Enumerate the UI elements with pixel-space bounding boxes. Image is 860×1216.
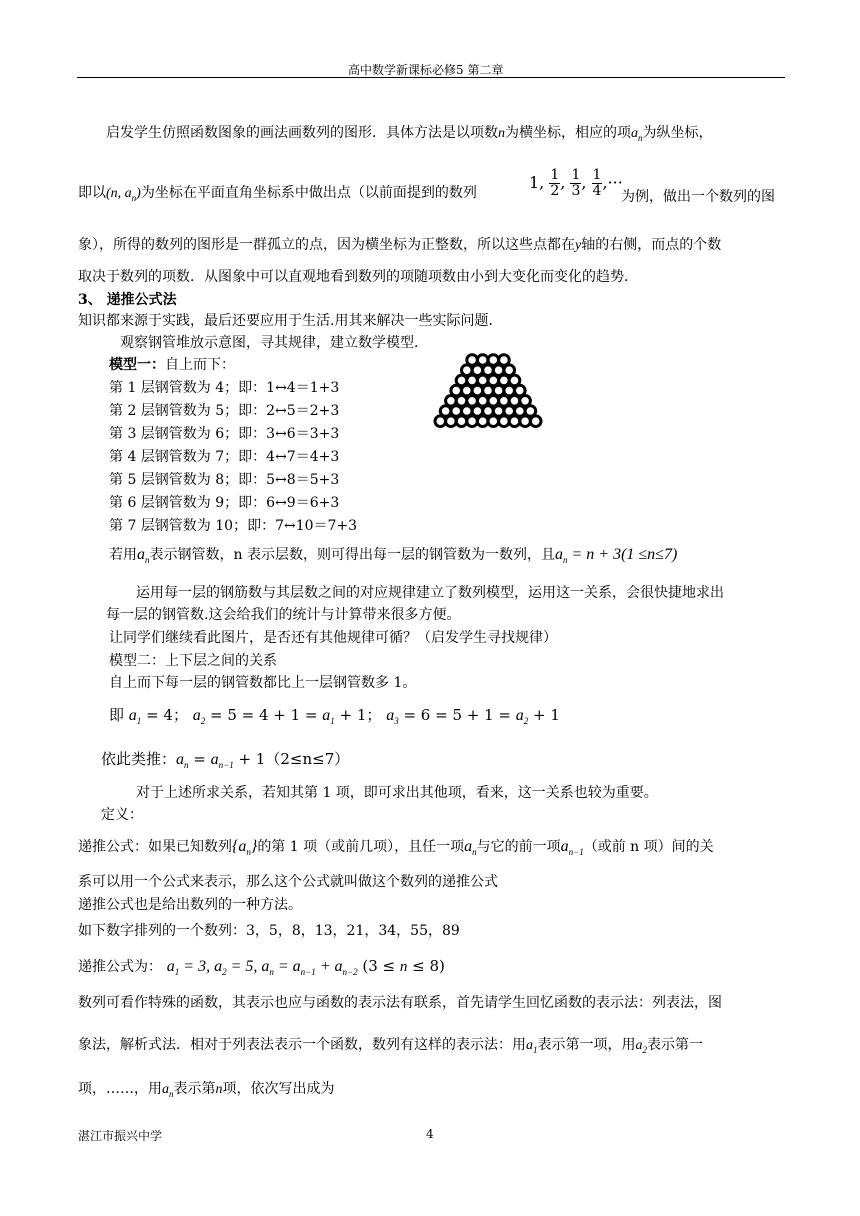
layer-line: 第 5 层钢管数为 8；即：5↔8＝5+3 [109, 472, 340, 488]
footer-school: 湛江市振兴中学 [78, 1129, 163, 1143]
layer-line: 第 7 层钢管数为 10；即：7↔10＝7+3 [109, 518, 358, 534]
sequence-formula: 1, $\frac{1}{2}$ , $\frac{1}{3}$ , $\frac{1}{4}$ ,··· [529, 167, 623, 199]
paragraph-line: 每一层的钢管数.这会给我们的统计与计算带来很多方便。 [106, 607, 461, 623]
pipe-circle [520, 416, 531, 427]
definition-label: 定义： [101, 807, 143, 823]
pipe-circle [530, 416, 541, 427]
text: 为横坐标，相应的项 [505, 125, 631, 141]
pipe-circle [509, 416, 520, 427]
paragraph-line: 象法，解析式法．相对于列表法表示一个函数，数列有这样的表示法：用$a_1$表示第一项，用$a_2$表示第一 [78, 1037, 703, 1055]
layer-line: 第 4 层钢管数为 7；即：4↔7＝4+3 [109, 449, 340, 465]
pipe-circle [477, 416, 488, 427]
formula-line: 若用$a_n$表示钢管数，n 表示层数，则可得出每一层的钢管数为一数列，且$a_n = n + 3(1 \le n\le 7)$ [109, 546, 678, 566]
sequence-line: 如下数字排列的一个数列：3，5，8，13，21，34，55，89 [78, 923, 460, 939]
pipe-circle [499, 416, 510, 427]
math-point: (n, $a_n$) [106, 186, 141, 203]
paragraph-line [78, 184, 477, 207]
equation-line: 依此类推：$a_n = a_{n-1} + 1(2\le n\le 7)$ [101, 750, 350, 771]
footer-page-number: 4 [426, 1127, 434, 1141]
paragraph-line: 为例，做出一个数列的图 [621, 189, 775, 205]
header-rule [77, 77, 785, 78]
seq-first: 1, [529, 173, 545, 192]
definition-line: 递推公式：如果已知数列$\{a_n\}$的第 1 项（或前几项），且任一项$a_n$与它的前一项$a_{n-1}$（或前 n 项）间的关 [78, 838, 714, 858]
paragraph-line [106, 124, 713, 147]
text: 启发学生仿照函数图象的画法画数列的图形．具体方法是以项数 [106, 125, 498, 141]
fraction-quarter: $\frac{1}{4}$ [592, 167, 602, 199]
model1-heading: 模型一：自上而下： [109, 357, 235, 373]
pipe-circle [435, 416, 446, 427]
layer-line: 第 6 层钢管数为 9；即：6↔9＝6+3 [109, 495, 340, 511]
fraction-third: $\frac{1}{3}$ [571, 167, 581, 199]
paragraph-line: 观察钢管堆放示意图，寻其规律，建立数学模型． [120, 335, 428, 351]
paragraph-line: 让同学们继续看此图片，是否还有其他规律可循？（启发学生寻找规律） [109, 630, 557, 646]
paragraph-line: 递推公式也是给出数列的一种方法。 [78, 897, 302, 913]
paragraph-line: 运用每一层的钢筋数与其层数之间的对应规律建立了数列模型，运用这一关系，会很快捷地求出 [136, 585, 724, 601]
steel-pipe-stack-image [432, 352, 544, 432]
pipe-circle [488, 416, 499, 427]
model2-heading: 模型二：上下层之间的关系 [109, 653, 277, 669]
layer-line: 第 2 层钢管数为 5；即：2↔5＝2+3 [109, 403, 340, 419]
definition-line: 系可以用一个公式来表示，那么这个公式就叫做这个数列的递推公式 [78, 874, 498, 890]
paragraph-line: 取决于数列的项数．从图象中可以直观地看到数列的项随项数由小到大变化而变化的趋势． [78, 269, 638, 285]
layer-line: 第 3 层钢管数为 6；即：3↔6＝3+3 [109, 426, 340, 442]
pipe-circle [446, 416, 457, 427]
text: 为坐标在平面直角坐标系中做出点（以前面提到的数列 [140, 185, 477, 201]
paragraph-line: 项，……，用$a_n$表示第n项，依次写出成为 [78, 1081, 335, 1099]
paragraph-line: 象），所得的数列的图形是一群孤立的点，因为横坐标为正整数，所以这些点都在y轴的右侧，而点的个数 [78, 237, 722, 253]
pipe-circle [467, 416, 478, 427]
paragraph-line: 自上而下每一层的钢管数都比上一层钢管数多 1。 [109, 675, 417, 691]
text: 即以 [78, 185, 106, 201]
text: 为纵坐标， [642, 125, 713, 141]
math-a-n: $a_n$ [631, 126, 643, 143]
fraction-half: $\frac{1}{2}$ [550, 167, 560, 199]
seq-tail: ,··· [602, 173, 623, 192]
recurrence-line: 递推公式为： $a_1 = 3$, $a_2 = 5$, $a_n = a_{n-1} + a_{n-2}$ (3 ≤ n ≤ 8) [78, 957, 445, 978]
paragraph-line: 数列可看作特殊的函数，其表示也应与函数的表示法有联系，首先请学生回忆函数的表示法：列表法，图 [78, 995, 722, 1011]
equation-line: 即 $a_1 = 4$； $a_2 = 5 = 4 + 1 = a_1 + 1$； $a_3 = 6 = 5 + 1 = a_2 + 1$ [109, 706, 560, 727]
layer-line: 第 1 层钢管数为 4；即：1↔4＝1+3 [109, 380, 340, 396]
math-n: n [498, 126, 505, 141]
paragraph-line: 对于上述所求关系，若知其第 1 项，即可求出其他项，看来，这一关系也较为重要。 [136, 785, 658, 801]
page-header-title: 高中数学新课标必修5 第二章 [348, 63, 504, 77]
paragraph-line: 知识都来源于实践，最后还要应用于生活.用其来解决一些实际问题． [78, 313, 503, 329]
pipe-circle [456, 416, 467, 427]
section-heading: 3、 递推公式法 [78, 292, 177, 308]
